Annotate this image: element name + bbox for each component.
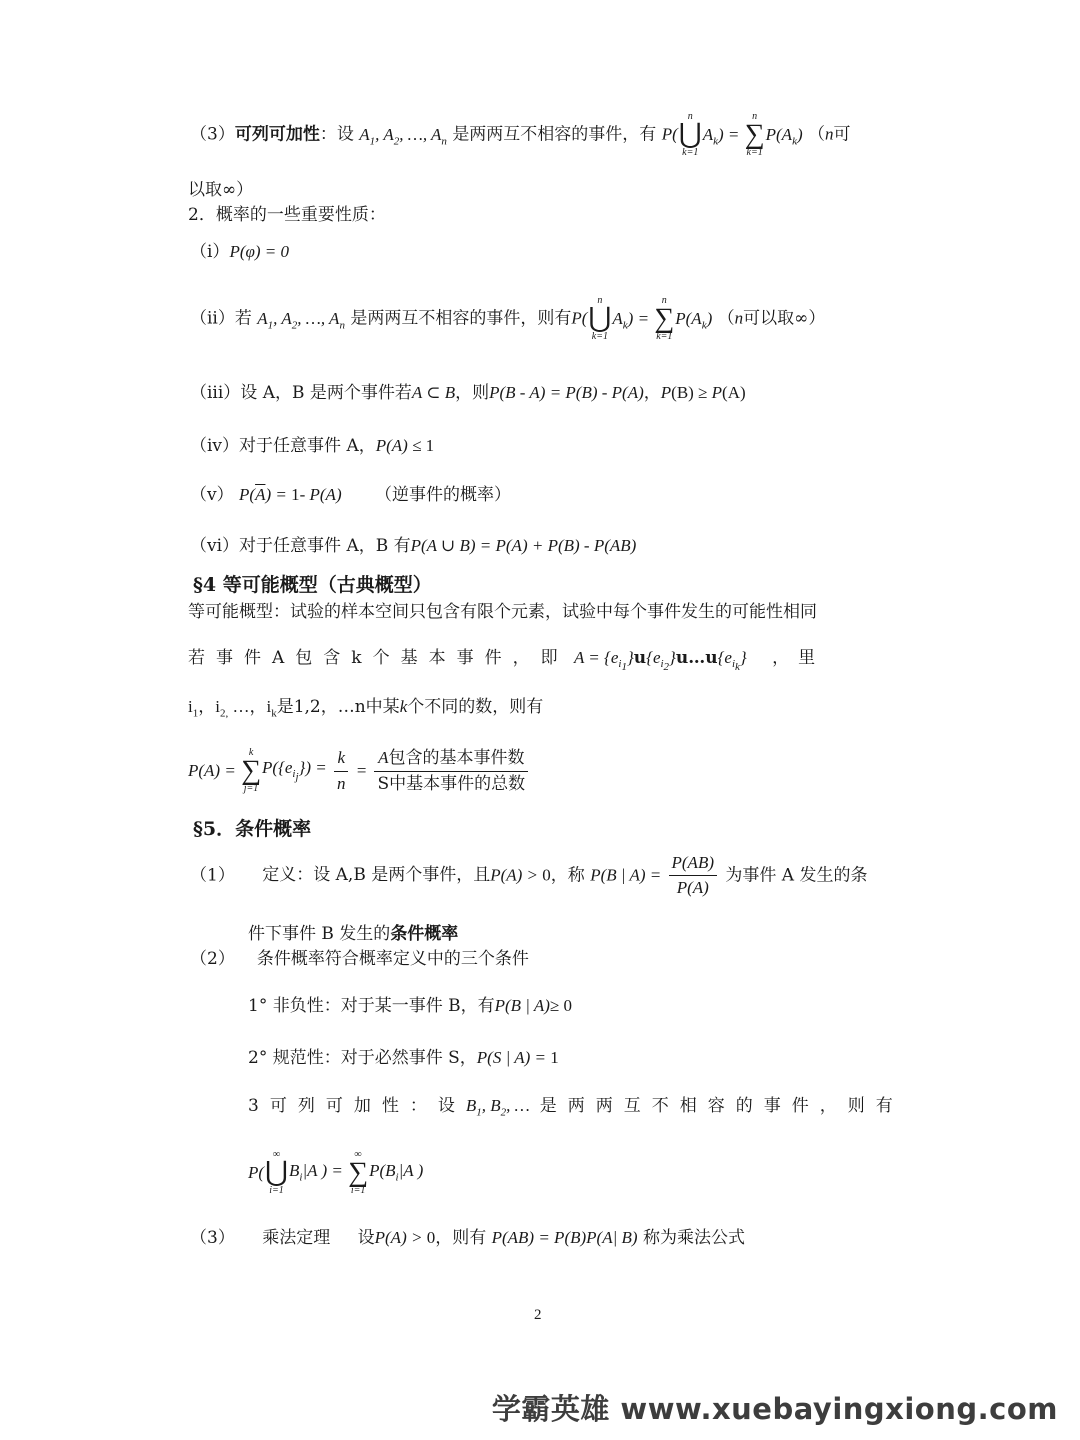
conditional-definition: （1） 定义：设 A,B 是两个事件，且P(A) > 0，称 P(B | A) = $\frac{P(AB)}{P(A)}$ 为事件 A 发生的条 (190, 853, 868, 898)
property-i: （i）P(φ) = 0 (190, 242, 290, 262)
section-4-line3: $i_1$，$i_{2,}$ …，$i_k$是1,2，…n中某k个不同的数，则有 (188, 697, 544, 720)
watermark: 学霸英雄 www.xuebayingxiong.com (491, 1392, 1058, 1426)
property-iv: （iv）对于任意事件 A，P(A) ≤ 1 (190, 436, 435, 456)
line-countable-additivity-cont: 以取∞） (188, 180, 254, 200)
multiplication-theorem: （3） 乘法定理 设P(A) > 0，则有 P(AB) = P(B)P(A| B) 称为乘法公式 (190, 1228, 745, 1248)
section-4-definition: 等可能概型：试验的样本空间只包含有限个元素，试验中每个事件发生的可能性相同 (188, 602, 817, 622)
heading-important-properties: 2．概率的一些重要性质： (188, 205, 386, 225)
property-iii: （iii）设 A，B 是两个事件若A ⊂ B，则P(B - A) = P(B) - P(A)，P(B) ≥ P(A) (190, 383, 746, 403)
property-ii: （ii）若 $A_1$, $A_2$, …, $A_n$ 是两两互不相容的事件，则有P( n ⋃ k=1 $A_k$) = n ∑ k=1 $P(A_k)$ （n可以取∞） (190, 295, 826, 342)
conditional-axioms-intro: （2） 条件概率符合概率定义中的三个条件 (190, 949, 529, 969)
line-countable-additivity: （3）可列可加性：设 $A_1$, $A_2$, …, $A_n$ 是两两互不相容的事件，有 P( n ⋃ k=1 $A_k$) = n ∑ k=1 $P(A_k)$ （n可 (190, 111, 851, 158)
section-5-title: §5．条件概率 (193, 818, 312, 840)
axiom-nonnegativity: 1° 非负性：对于某一事件 B，有P(B | A)≥ 0 (248, 996, 573, 1016)
axiom-countable-additivity: 3可列可加性：设$B_1$, $B_2$, … 是两两互不相容的事件，则有 (248, 1096, 904, 1119)
axiom-countable-additivity-formula: P( ∞ ⋃ i=1 $B_i|A$ ) = ∞ ∑ i=1 $P(B_i|A$ ) (248, 1149, 424, 1196)
classical-probability-formula: P(A) = k ∑ j=1 $P(\{e_{i_j}\})$ = $\frac{k}{n}$ = $\frac{\text{A包含的基本事件数}}{\text{S中基本事件的总数}}$ (188, 748, 531, 794)
section-4-line2: 若事件A包含k个基本事件，即 $A = \{e_{i_1}\}u\{e_{i_2}\}u\dots u\{e_{i_k}\}$ ，里 (188, 648, 825, 674)
property-v: （v） $P(\overline{A}) = 1-$ P(A) （逆事件的概率） (190, 485, 512, 505)
conditional-definition-cont: 件下事件 B 发生的条件概率 (248, 924, 459, 944)
property-vi: （vi）对于任意事件 A，B 有P(A ∪ B) = P(A) + P(B) - P(AB) (190, 536, 637, 556)
page-number: 2 (534, 1307, 542, 1323)
axiom-normalization: 2° 规范性：对于必然事件 S，P(S | A) = 1 (248, 1048, 559, 1068)
section-4-title: §4 等可能概型（古典概型） (193, 574, 432, 596)
